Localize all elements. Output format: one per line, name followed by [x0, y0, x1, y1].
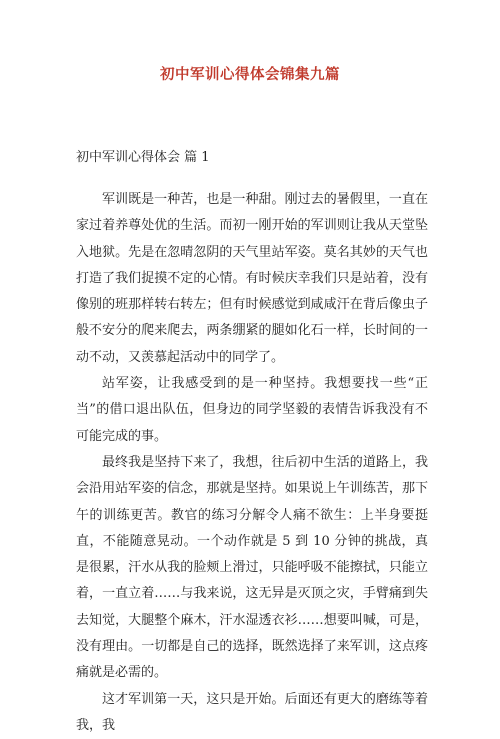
article-body — [76, 187, 428, 739]
paragraph: 最终我是坚持下来了，我想，往后初中生活的道路上，我会沿用站军姿的信念，那就是坚持。如果说上午训练苦，那下午的训练更苦。教官的练习分解令人痛不欲生：上半身要挺直，不能随意晃动。一个动作就是 5 到 10 分钟的挑战，真是很累，汗水从我的脸颊上滑过，只能呼吸不能擦拭，只能立着，一直立着……与我来说，这无异是灭顶之灾，手臂痛到失去知觉，大腿整个麻木，汗水湿透衣衫……想要叫喊，可是，没有理由。一切都是自己的选择，既然选择了来军训，这点疼痛就是必需的。 — [76, 454, 428, 681]
paragraph: 这才军训第一天，这只是开始。后面还有更大的磨练等着我，我 — [76, 691, 428, 733]
document-title: 初中军训心得体会锦集九篇 — [160, 66, 340, 83]
section-heading: 初中军训心得体会 篇 1 — [76, 150, 210, 165]
paragraph: 军训既是一种苦，也是一种甜。刚过去的暑假里，一直在家过着养尊处优的生活。而初一刚开始的军训则让我从天堂坠入地狱。先是在忽晴忽阴的天气里站军姿。莫名其妙的天气也打造了我们捉摸不定的心情。有时候庆幸我们只是站着，没有像别的班那样转右转左；但有时候感觉到咸咸汗在背后像虫子般不安分的爬来爬去，两条绷紧的腿如化石一样，长时间的一动不动，又羡慕起活动中的同学了。 — [76, 192, 428, 365]
paragraph: 站军姿，让我感受到的是一种坚持。我想要找一些“正当”的借口退出队伍，但身边的同学坚毅的表情告诉我没有不可能完成的事。 — [76, 376, 428, 444]
